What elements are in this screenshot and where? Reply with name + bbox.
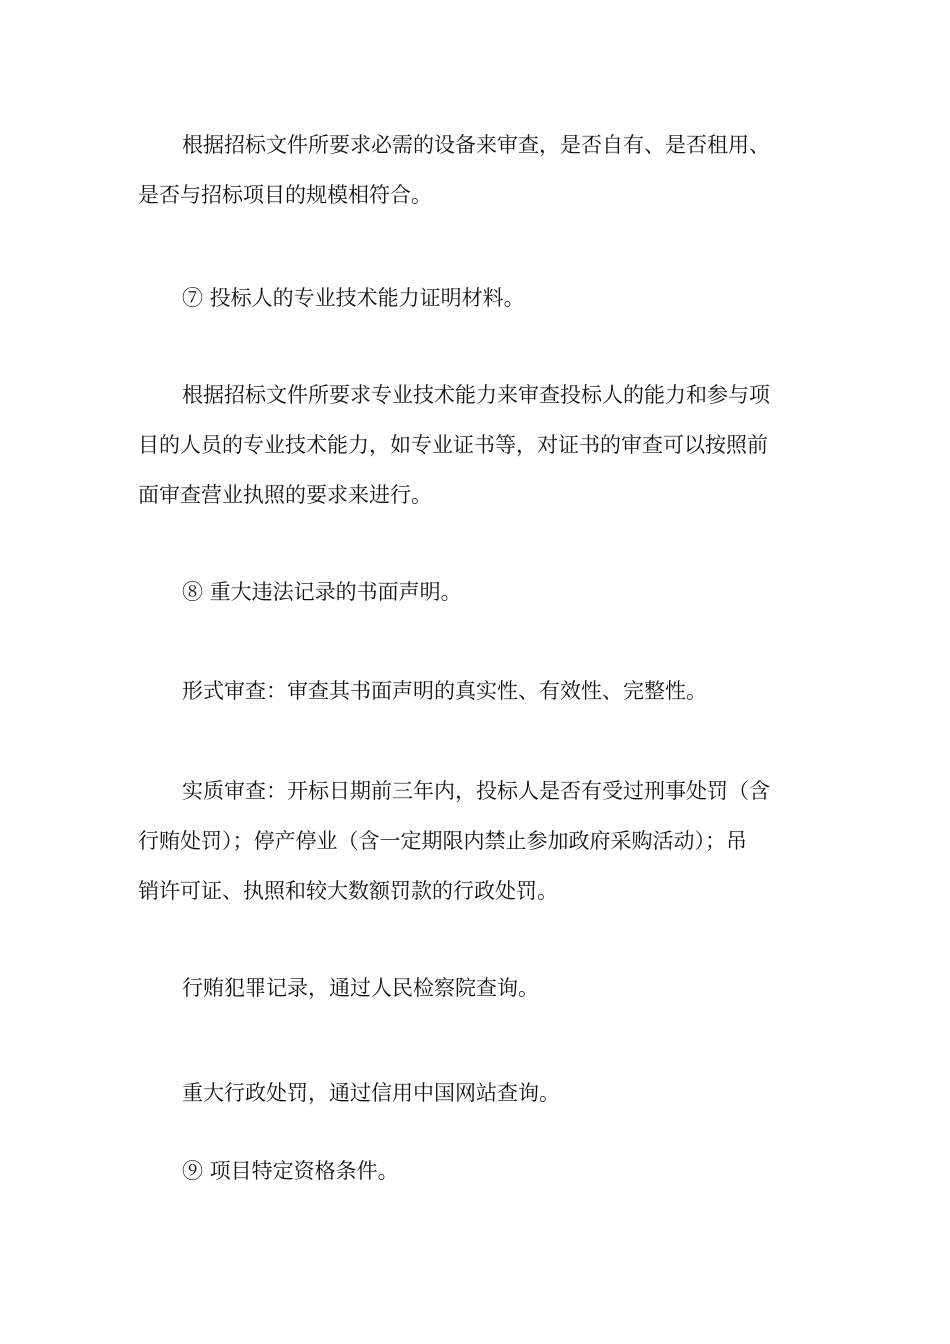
paragraph-technical-ability-review [138, 370, 828, 520]
paragraph-substantive-review [138, 766, 828, 916]
paragraph-line: 形式审查：审查其书面声明的真实性、有效性、完整性。 [182, 679, 707, 703]
item-8-heading [138, 567, 828, 617]
paragraph-line: 销许可证、执照和较大数额罚款的行政处罚。 [138, 879, 558, 903]
paragraph-line: 行贿犯罪记录，通过人民检察院查询。 [182, 976, 539, 1000]
paragraph-formal-review [138, 666, 828, 716]
paragraph-administrative-penalty-query [138, 1068, 828, 1118]
paragraph-line: ⑨ 项目特定资格条件。 [182, 1159, 399, 1183]
paragraph-line: ⑧ 重大违法记录的书面声明。 [182, 580, 462, 604]
paragraph-line: 根据招标文件所要求必需的设备来审查，是否自有、是否租用、 [182, 133, 770, 157]
paragraph-bribery-record-query [138, 963, 828, 1013]
item-7-heading [138, 273, 828, 323]
paragraph-line: ⑦ 投标人的专业技术能力证明材料。 [182, 286, 525, 310]
paragraph-line: 是否与招标项目的规模相符合。 [138, 183, 432, 207]
paragraph-line: 重大行政处罚，通过信用中国网站查询。 [182, 1081, 560, 1105]
paragraph-equipment-review [138, 120, 828, 220]
paragraph-line: 实质审查：开标日期前三年内，投标人是否有受过刑事处罚（含 [182, 779, 770, 803]
paragraph-line: 行贿处罚）；停产停业（含一定期限内禁止参加政府采购活动）；吊 [138, 829, 747, 853]
paragraph-line: 面审查营业执照的要求来进行。 [138, 483, 432, 507]
item-9-heading [138, 1146, 828, 1196]
paragraph-line: 根据招标文件所要求专业技术能力来审查投标人的能力和参与项 [182, 383, 770, 407]
paragraph-line: 目的人员的专业技术能力，如专业证书等，对证书的审查可以按照前 [138, 433, 768, 457]
